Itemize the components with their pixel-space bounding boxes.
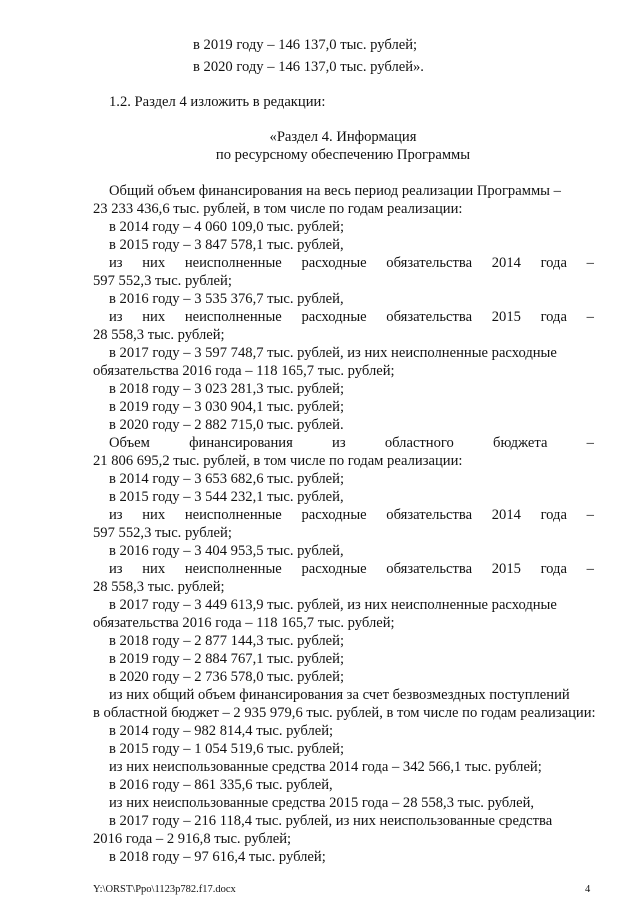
year-line: в 2016 году – 3 535 376,7 тыс. рублей, [109,291,344,307]
year-line: в 2017 году – 3 597 748,7 тыс. рублей, из них неисполненные расходные [109,345,557,361]
paragraph-line: 28 558,3 тыс. рублей; [93,579,225,595]
word: – [586,309,594,325]
year-line: в 2014 году – 982 814,4 тыс. рублей; [109,723,334,739]
word: года [540,255,567,271]
word: расходные [301,309,367,325]
paragraph-line: Общий объем финансирования на весь период реализации Программы – [109,183,561,199]
word: неисполненные [184,507,282,523]
year-line: в 2018 году – 97 616,4 тыс. рублей; [109,849,326,865]
year-line: в 2018 году – 3 023 281,3 тыс. рублей; [109,381,345,397]
word: – [586,561,594,577]
word: 2014 [491,507,521,523]
paragraph-line: 23 233 436,6 тыс. рублей, в том числе по годам реализации: [93,201,463,217]
word: обязательства [386,561,473,577]
year-line: в 2016 году – 861 335,6 тыс. рублей, [109,777,333,793]
word: них [142,255,166,271]
page-number: 4 [585,884,591,895]
word: года [540,507,567,523]
word: 2014 [491,255,521,271]
year-line: в 2015 году – 3 847 578,1 тыс. рублей, [109,237,344,253]
paragraph-line: из них неиспользованные средства 2015 года – 28 558,3 тыс. рублей, [109,795,535,811]
justified-line [109,308,594,326]
word: расходные [301,507,367,523]
year-line: в 2015 году – 1 054 519,6 тыс. рублей; [109,741,345,757]
justified-line [109,254,594,272]
year-line: в 2018 году – 2 877 144,3 тыс. рублей; [109,633,345,649]
word: – [586,435,594,451]
word: неисполненные [184,309,282,325]
justified-line [109,434,594,452]
paragraph-line: из них неиспользованные средства 2014 года – 342 566,1 тыс. рублей; [109,759,542,775]
section-subtitle: по ресурсному обеспечению Программы [215,147,471,163]
word: финансирования [189,435,293,451]
year-line: в 2016 году – 3 404 953,5 тыс. рублей, [109,543,344,559]
word: Объем [109,435,150,451]
year-line: в 2020 году – 2 736 578,0 тыс. рублей; [109,669,345,685]
word: года [540,309,567,325]
section-title: «Раздел 4. Информация [269,129,417,145]
year-line: в 2017 году – 3 449 613,9 тыс. рублей, из них неисполненные расходные [109,597,557,613]
word: года [540,561,567,577]
footer-file-path: Y:\ORST\Ppo\1123p782.f17.docx [93,884,236,895]
year-line: в 2015 году – 3 544 232,1 тыс. рублей, [109,489,344,505]
word: расходные [301,255,367,271]
paragraph-line: обязательства 2016 года – 118 165,7 тыс. рублей; [93,615,395,631]
word: бюджета [493,435,548,451]
paragraph-line: из них общий объем финансирования за счет безвозмездных поступлений [109,687,570,703]
word: из [109,507,123,523]
word: расходные [301,561,367,577]
word: из [332,435,346,451]
amendment-item: 1.2. Раздел 4 изложить в редакции: [109,94,326,110]
word: – [586,255,594,271]
year-line: в 2019 году – 2 884 767,1 тыс. рублей; [109,651,345,667]
word: них [142,309,166,325]
word: них [142,507,166,523]
year-line: в 2014 году – 3 653 682,6 тыс. рублей; [109,471,345,487]
paragraph-line: 597 552,3 тыс. рублей; [93,525,232,541]
year-line: в 2017 году – 216 118,4 тыс. рублей, из них неиспользованные средства [109,813,553,829]
paragraph-line: 21 806 695,2 тыс. рублей, в том числе по годам реализации: [93,453,463,469]
justified-line [109,560,594,578]
justified-line [109,506,594,524]
word: из [109,561,123,577]
text-line: в 2019 году – 146 137,0 тыс. рублей; [193,37,418,53]
year-line: в 2020 году – 2 882 715,0 тыс. рублей. [109,417,344,433]
paragraph-line: обязательства 2016 года – 118 165,7 тыс. рублей; [93,363,395,379]
year-line: в 2014 году – 4 060 109,0 тыс. рублей; [109,219,345,235]
word: – [586,507,594,523]
word: обязательства [386,309,473,325]
paragraph-line: в областной бюджет – 2 935 979,6 тыс. рублей, в том числе по годам реализации: [93,705,596,721]
word: неисполненные [184,255,282,271]
word: обязательства [386,507,473,523]
word: них [142,561,166,577]
word: 2015 [491,561,521,577]
word: из [109,255,123,271]
word: из [109,309,123,325]
year-line: в 2019 году – 3 030 904,1 тыс. рублей; [109,399,345,415]
paragraph-line: 597 552,3 тыс. рублей; [93,273,232,289]
text-line: в 2020 году – 146 137,0 тыс. рублей». [193,59,424,75]
word: неисполненные [184,561,282,577]
paragraph-line: 28 558,3 тыс. рублей; [93,327,225,343]
word: 2015 [491,309,521,325]
word: областного [384,435,454,451]
word: обязательства [386,255,473,271]
paragraph-line: 2016 года – 2 916,8 тыс. рублей; [93,831,292,847]
